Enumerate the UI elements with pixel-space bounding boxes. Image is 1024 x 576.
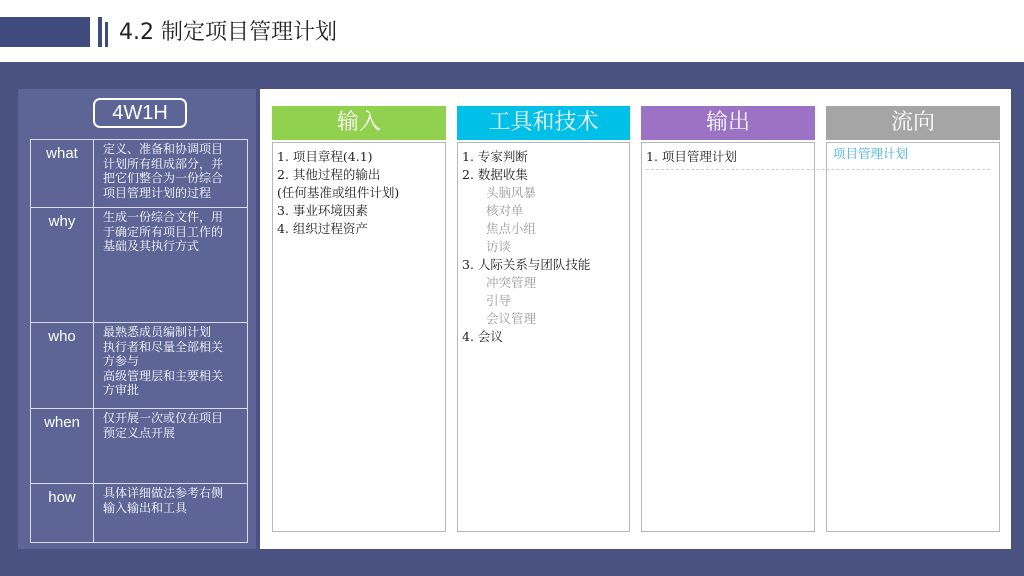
w4h1-key: why xyxy=(31,208,94,322)
w4h1-key: what xyxy=(31,140,94,207)
w4h1-value: 最熟悉成员编制计划 执行者和尽量全部相关 方参与 高级管理层和主要相关 方审批 xyxy=(103,325,224,397)
tools-header: 工具和技术 xyxy=(457,106,630,140)
list-item: 2. 数据收集 xyxy=(462,167,528,182)
output-box xyxy=(641,142,815,532)
w4h1-value: 具体详细做法参考右侧 输入输出和工具 xyxy=(103,486,224,515)
w4h1-value: 生成一份综合文件，用 于确定所有项目工作的 基础及其执行方式 xyxy=(103,210,224,253)
input-header: 输入 xyxy=(272,106,446,140)
list-item: 1. 项目管理计划 xyxy=(646,149,737,164)
w4h1-row-who xyxy=(31,323,247,409)
title-accent-block xyxy=(0,17,90,47)
list-item: (任何基准或组件计划) xyxy=(277,185,400,200)
list-subitem: 引导 xyxy=(486,293,512,308)
w4h1-row-why xyxy=(31,208,247,323)
list-item: 4. 组织过程资产 xyxy=(277,221,368,236)
w4h1-badge: 4W1H xyxy=(93,98,187,128)
w4h1-value: 定义、准备和协调项目 计划所有组成部分，并 把它们整合为一份综合 项目管理计划的过程 xyxy=(103,142,224,200)
list-item: 4. 会议 xyxy=(462,329,503,344)
list-item: 1. 专家判断 xyxy=(462,149,528,164)
list-subitem: 会议管理 xyxy=(486,311,537,326)
w4h1-key: when xyxy=(31,409,94,483)
page-title: 4.2 制定项目管理计划 xyxy=(119,20,337,45)
title-accent-rule xyxy=(98,17,102,47)
input-box xyxy=(272,142,446,532)
output-header: 输出 xyxy=(641,106,815,140)
list-item: 3. 事业环境因素 xyxy=(277,203,368,218)
w4h1-row-how xyxy=(31,484,247,542)
w4h1-row-when xyxy=(31,409,247,484)
list-subitem: 冲突管理 xyxy=(486,275,537,290)
w4h1-row-what xyxy=(31,140,247,208)
flow-box xyxy=(826,142,1000,532)
w4h1-table xyxy=(30,139,248,543)
list-item: 3. 人际关系与团队技能 xyxy=(462,257,591,272)
flow-item: 项目管理计划 xyxy=(833,146,909,161)
output-list xyxy=(646,148,812,166)
tools-list xyxy=(462,148,627,346)
title-accent-rule xyxy=(105,22,108,47)
list-subitem: 头脑风暴 xyxy=(486,185,537,200)
w4h1-panel xyxy=(18,89,256,549)
divider-line xyxy=(646,169,990,170)
list-subitem: 焦点小组 xyxy=(486,221,537,236)
list-subitem: 核对单 xyxy=(486,203,524,218)
w4h1-key: who xyxy=(31,323,94,408)
list-item: 1. 项目章程(4.1) xyxy=(277,149,373,164)
w4h1-value: 仅开展一次或仅在项目 预定义点开展 xyxy=(103,411,224,440)
list-subitem: 访谈 xyxy=(486,239,512,254)
flow-header: 流向 xyxy=(826,106,1000,140)
list-item: 2. 其他过程的输出 xyxy=(277,167,381,182)
tools-box xyxy=(457,142,630,532)
w4h1-key: how xyxy=(31,484,94,542)
input-list xyxy=(277,148,443,238)
